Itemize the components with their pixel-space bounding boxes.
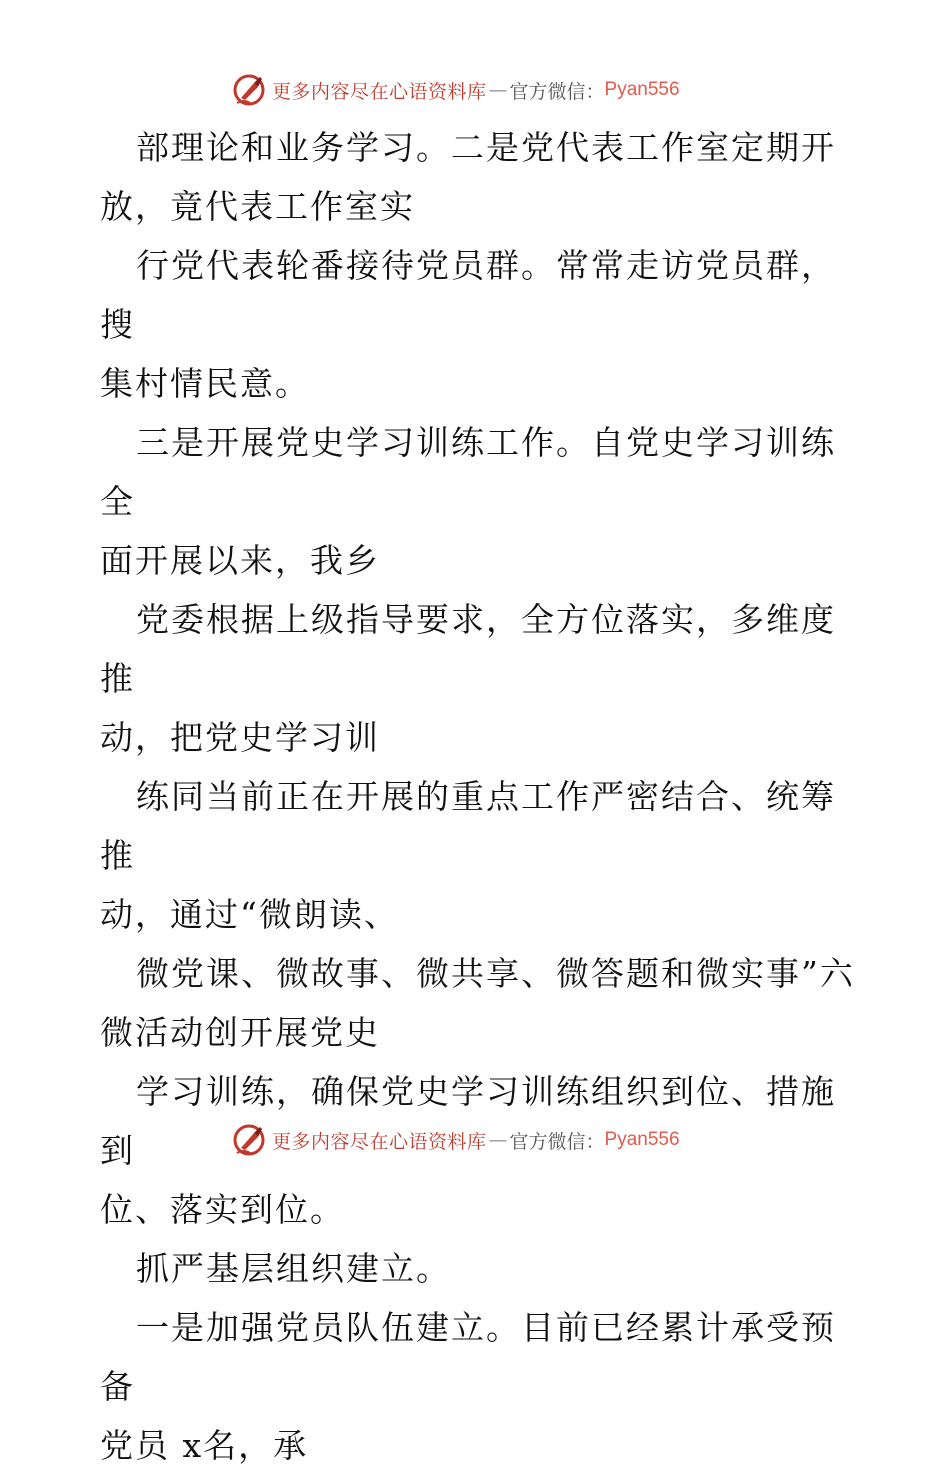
- paragraph: [100, 767, 860, 944]
- document-body: [100, 118, 860, 1475]
- paragraph-line: 一是加强党员队伍建立。目前已经累计承受预备: [100, 1308, 836, 1406]
- site-name-text: 更多内容尽在心语资料库: [272, 80, 487, 103]
- wechat-id: Pyan556: [604, 1129, 680, 1150]
- paragraph-line: 党员 x名，承: [100, 1426, 309, 1465]
- paragraph-line: 面开展以来，我乡: [100, 541, 380, 580]
- paragraph-line: 学习训练，确保党史学习训练组织到位、措施到: [100, 1072, 836, 1170]
- paragraph-line: 微党课、微故事、微共享、微答题和微实事”六: [136, 954, 855, 993]
- footer-banner: [232, 1120, 752, 1160]
- paragraph: [100, 1298, 860, 1475]
- section-heading: [100, 1239, 860, 1298]
- wechat-label: 官方微信：: [509, 80, 605, 103]
- wechat-id: Pyan556: [604, 79, 680, 100]
- header-banner: [232, 70, 752, 110]
- paragraph: [100, 413, 860, 590]
- paragraph: [100, 944, 860, 1062]
- paragraph-line: 练同当前正在开展的重点工作严密结合、统筹推: [100, 777, 836, 875]
- paragraph: [100, 118, 860, 236]
- pen-nib-logo-icon: [232, 73, 266, 107]
- paragraph-line: 党委根据上级指导要求，全方位落实，多维度推: [100, 600, 836, 698]
- paragraph-line: 放，竟代表工作室实: [100, 187, 415, 226]
- paragraph-line: 集村情民意。: [100, 364, 310, 403]
- paragraph-line: 动，通过“微朗读、: [100, 895, 399, 934]
- paragraph-line: 三是开展党史学习训练工作。自党史学习训练全: [100, 423, 836, 521]
- paragraph-line: 行党代表轮番接待党员群。常常走访党员群，搜: [100, 246, 836, 344]
- banner-dash: —: [488, 79, 508, 101]
- paragraph: [100, 236, 860, 413]
- wechat-label: 官方微信：: [509, 1130, 605, 1153]
- paragraph-line: 部理论和业务学习。二是党代表工作室定期开: [136, 128, 836, 167]
- paragraph-line: 抓严基层组织建立。: [136, 1249, 451, 1288]
- site-name-text: 更多内容尽在心语资料库: [272, 1130, 487, 1153]
- pen-nib-logo-icon: [232, 1123, 266, 1157]
- paragraph: [100, 590, 860, 767]
- banner-dash: —: [488, 1129, 508, 1151]
- paragraph-line: 动，把党史学习训: [100, 718, 380, 757]
- paragraph-line: 位、落实到位。: [100, 1190, 345, 1229]
- paragraph-line: 微活动创开展党史: [100, 1013, 380, 1052]
